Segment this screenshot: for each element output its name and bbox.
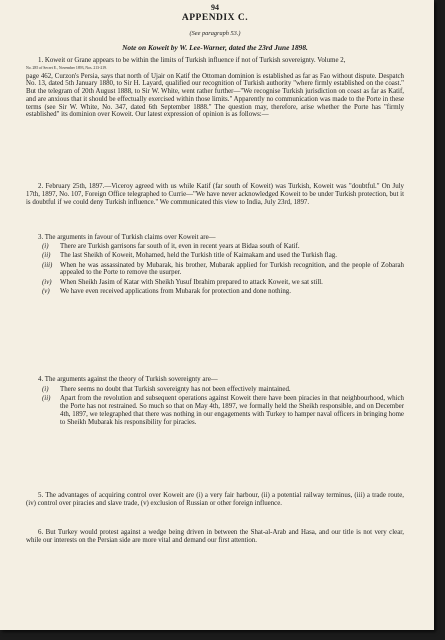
paragraph-3-intro: 3. The arguments in favour of Turkish claims over Koweit are— <box>38 234 216 241</box>
list-marker: (v) <box>42 287 50 295</box>
paragraph-1-lead: 1. Koweit or Grane appears to be within the limits of Turkish influence if not of Turkish sovereignty. Volume 2, <box>38 57 346 64</box>
marginal-reference: No. 285 of Secret E., November 1893, Nos. 213-219. <box>26 65 107 70</box>
paragraph-4-list <box>26 386 404 426</box>
paragraph-3-list <box>26 243 404 296</box>
list-item <box>26 243 404 251</box>
paragraph-2: 2. February 25th, 1897.—Viceroy agreed with us while Katif (far south of Koweit) was Turkish, Koweit was "doubtful." On July 17th, 1897, No. 107, Foreign Office telegraphed to Currie—"We have never acknowledged Koweit to be under Turkish protection, but it is doubtful if we could deny Turkish influence." We communicated this view to India, July 23rd, 1897. <box>26 183 404 206</box>
paragraph-4-intro: 4. The arguments against the theory of Turkish sovereignty are— <box>38 376 218 383</box>
paragraph-5: 5. The advantages of acquiring control over Koweit are (i) a very fair harbour, (ii) a potential railway terminus, (iii) a trade route, (iv) control over piracies and slave trade, (v) exclusion of Russian or other foreign influence. <box>26 492 404 507</box>
paragraph-1 <box>26 57 404 119</box>
see-paragraph-reference: (See paragraph 53.) <box>189 30 241 37</box>
list-marker: (iii) <box>42 261 53 269</box>
list-item <box>26 252 404 260</box>
page-number: 94 <box>211 3 219 12</box>
note-title: Note on Koweit by W. Lee-Warner, dated the 23rd June 1898. <box>122 43 308 52</box>
list-item <box>26 288 404 296</box>
list-item <box>26 395 404 426</box>
list-marker: (ii) <box>42 395 51 403</box>
appendix-title: APPENDIX C. <box>181 13 249 23</box>
list-item-text: The last Sheikh of Koweit, Mohamed, held the Turkish title of Kaimakam and used the Turkish flag. <box>60 252 337 260</box>
list-item-text: There seems no doubt that Turkish sovereignty has not been effectively maintained. <box>60 386 291 393</box>
list-item-text: Apart from the revolution and subsequent operations against Koweit there have been piracies in that neighbourhood, which the Porte has not restrained. So much so that on May 4th, 1897, we formally held the Sheikh responsible, and on December 4th, 1897, we telegraphed that there was nothing in our engagements with Turkey to hamper naval officers in bringing home to Sheikh Mubarak his responsibility for piracies. <box>60 395 404 426</box>
paragraph-1-body: page 462, Curzon's Persia, says that north of Ujair on Katif the Ottoman dominion is established as far as Fao without dispute. Despatch No. 13, dated 5th January 1880, to Sir H. Layard, qualified our recognition of Turkish authority "where firmly established on the coast." But the telegram of 20th August 1888, to Sir W. White, went rather further—"We recognise Turkish jurisdiction on coast as far as Katif, and are anxious that it should be effectually exercised within those limits." Apparently no communication was made to the Porte in these terms (see Sir W. White, No. 347, dated 6th September 1888." The question may, therefore, arise whether the Porte has "firmly established" its dominion over Koweit. Our latest expression of opinion is as follows:— <box>26 72 404 119</box>
list-item-text: There are Turkish garrisons far south of it, even in recent years at Bidaa south of Katif. <box>60 243 300 250</box>
list-marker: (iv) <box>42 278 52 286</box>
list-item <box>26 279 404 287</box>
list-item-text: We have even received applications from Mubarak for protection and done nothing. <box>60 287 291 295</box>
list-item <box>26 262 404 278</box>
list-marker: (i) <box>42 243 49 250</box>
paragraph-6: 6. But Turkey would protest against a wedge being driven in between the Shat-al-Arab and Hasa, and our title is not very clear, while our interests on the Persian side are more vital and demand our first attention. <box>26 529 404 544</box>
list-marker: (i) <box>42 386 49 393</box>
list-marker: (ii) <box>42 252 51 260</box>
list-item <box>26 386 404 394</box>
list-item-text: When Sheikh Jasim of Katar with Sheikh Yusuf Ibrahim prepared to attack Koweit, we sat still. <box>60 278 323 286</box>
list-item-text: When he was assassinated by Mubarak, his brother, Mubarak applied for Turkish recognition, and the people of Zobarah appealed to the Porte to remove the usurper. <box>60 261 404 277</box>
